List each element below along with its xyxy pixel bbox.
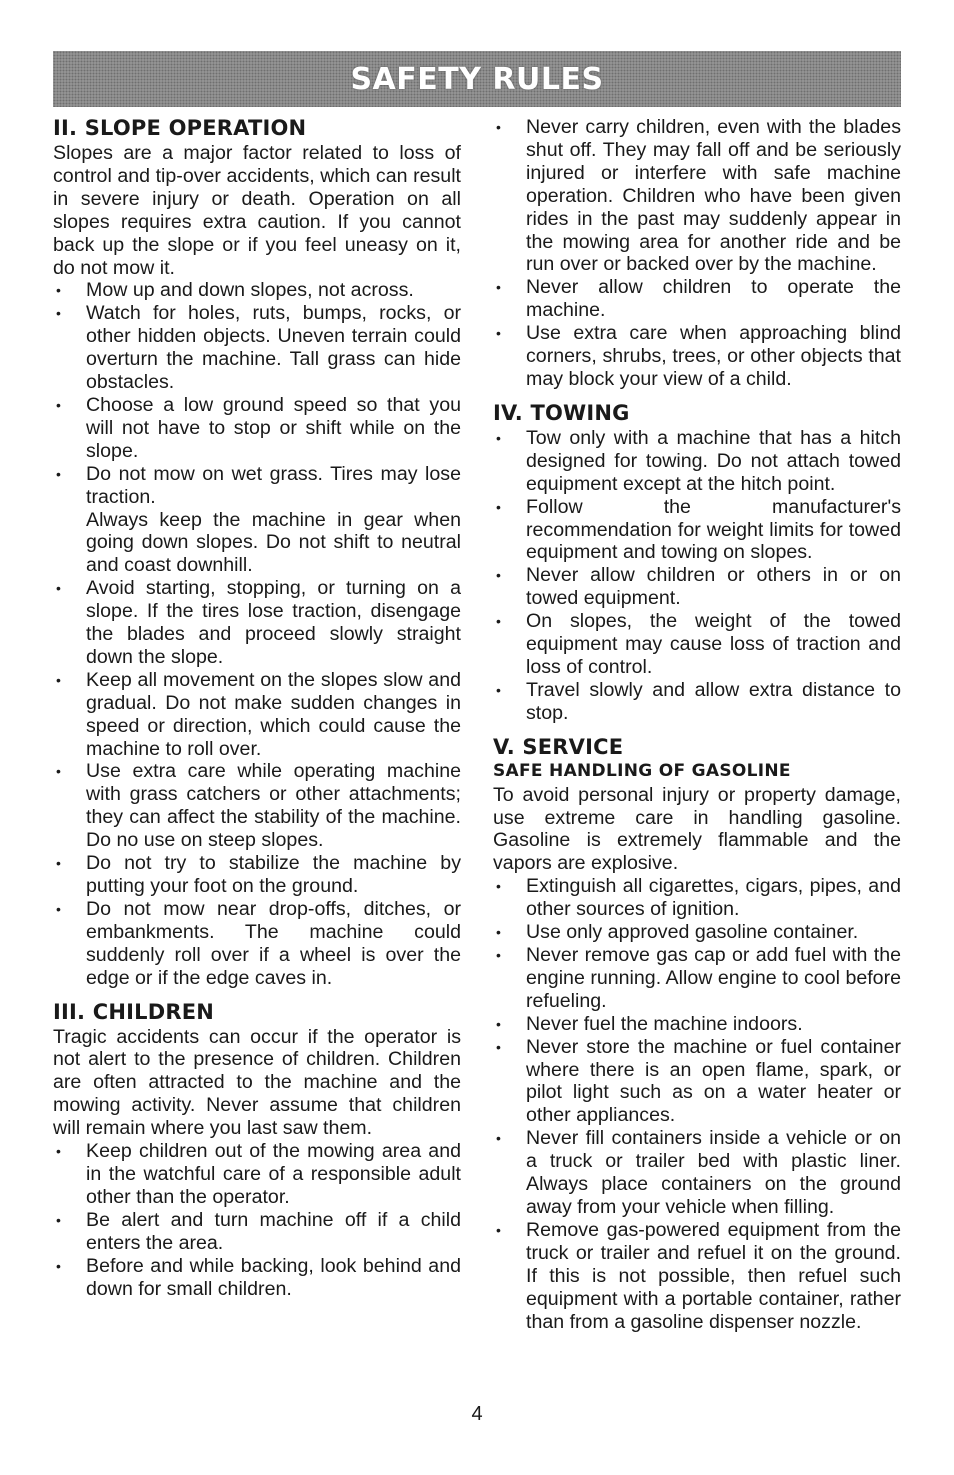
list-item: • Do not mow near drop-offs, ditches, or embankments. The machine could suddenly roll over if a wheel is over the edge or if the edge caves in. [53, 898, 461, 990]
list-item: • Never remove gas cap or add fuel with the engine running. Allow engine to cool before refueling. [493, 944, 901, 1013]
list-item: • Choose a low ground speed so that you will not have to stop or shift while on the slope. [53, 394, 461, 463]
list-item: Always keep the machine in gear when going down slopes. Do not shift to neutral and coast downhill. [86, 508, 461, 577]
children-list [53, 1140, 461, 1300]
list-item: • Mow up and down slopes, not across. [53, 279, 461, 302]
list-item: • Use only approved gasoline container. [493, 921, 901, 944]
list-item: • Never fuel the machine indoors. [493, 1013, 901, 1036]
page-number: 4 [471, 1403, 483, 1425]
list-item: • Use extra care when approaching blind corners, shrubs, trees, or other objects that may block your view of a child. [493, 322, 901, 391]
list-item: • Be alert and turn machine off if a child enters the area. [53, 1209, 461, 1255]
list-item: • Keep all movement on the slopes slow and gradual. Do not make sudden changes in speed or direction, which could cause the machine to roll over. [53, 669, 461, 761]
list-item: • Avoid starting, stopping, or turning on a slope. If the tires lose traction, disengage the blades and proceed slowly straight down the slope. [53, 577, 461, 669]
list-item: • Keep children out of the mowing area and in the watchful care of a responsible adult other than the operator. [53, 1140, 461, 1209]
list-item: • Tow only with a machine that has a hitch designed for towing. Do not attach towed equipment except at the hitch point. [493, 427, 901, 496]
service-intro: To avoid personal injury or property damage, use extreme care in handling gasoline. Gasoline is extremely flammable and the vapors are explosive. [493, 783, 901, 875]
slope-operation-heading: II. SLOPE OPERATION [53, 116, 307, 140]
list-item: • Use extra care while operating machine with grass catchers or other attachments; they can affect the stability of the machine. Do no use on steep slopes. [53, 760, 461, 852]
slope-operation-intro: Slopes are a major factor related to loss of control and tip-over accidents, which can result in severe injury or death. Operation on all slopes requires extra caution. If you cannot back up the slope or if you feel uneasy on it, do not mow it. [53, 142, 461, 279]
banner-title: SAFETY RULES [350, 61, 604, 97]
service-list [493, 875, 901, 1333]
list-item: • Do not mow on wet grass. Tires may lose traction. [53, 463, 461, 509]
left-column [53, 116, 461, 1300]
list-item: • Never store the machine or fuel container where there is an open flame, spark, or pilot light such as on a water heater or other appliances. [493, 1036, 901, 1128]
list-item: • Extinguish all cigarettes, cigars, pipes, and other sources of ignition. [493, 875, 901, 921]
right-column [493, 116, 901, 1333]
list-item: • Travel slowly and allow extra distance to stop. [493, 679, 901, 725]
list-item: • Never carry children, even with the blades shut off. They may fall off and be seriously injured or interfere with safe machine operation. Children who have been given rides in the past may suddenly appear in the mowing area for another ride and be run over or backed over by the machine. [493, 116, 901, 276]
children-intro: Tragic accidents can occur if the operator is not alert to the presence of children. Children are often attracted to the machine and the mowing activity. Never assume that children will remain where you last saw them. [53, 1025, 461, 1140]
children-heading: III. CHILDREN [53, 999, 215, 1024]
list-item: • Do not try to stabilize the machine by putting your foot on the ground. [53, 852, 461, 898]
towing-list [493, 427, 901, 725]
slope-operation-list [53, 279, 461, 989]
service-heading: V. SERVICE [493, 734, 624, 759]
list-item: • Follow the manufacturer's recommendation for weight limits for towed equipment and towing on slopes. [493, 496, 901, 565]
list-item: • Never allow children or others in or on towed equipment. [493, 564, 901, 610]
towing-heading: IV. TOWING [493, 400, 630, 425]
list-item: • Never fill containers inside a vehicle or on a truck or trailer bed with plastic liner. Always place containers on the ground away from your vehicle when filling. [493, 1127, 901, 1219]
children-list-continued [493, 116, 901, 391]
list-item: • Before and while backing, look behind and down for small children. [53, 1255, 461, 1301]
safety-rules-banner [53, 51, 901, 107]
list-item: • Watch for holes, ruts, bumps, rocks, or other hidden objects. Uneven terrain could overturn the machine. Tall grass can hide obstacles. [53, 302, 461, 394]
gasoline-subheading: SAFE HANDLING OF GASOLINE [493, 760, 791, 781]
list-item: • On slopes, the weight of the towed equipment may cause loss of traction and loss of control. [493, 610, 901, 679]
list-item: • Never allow children to operate the machine. [493, 276, 901, 322]
list-item: • Remove gas-powered equipment from the truck or trailer and refuel it on the ground. If this is not possible, then refuel such equipment with a portable container, rather than from a gasoline dispenser nozzle. [493, 1219, 901, 1334]
